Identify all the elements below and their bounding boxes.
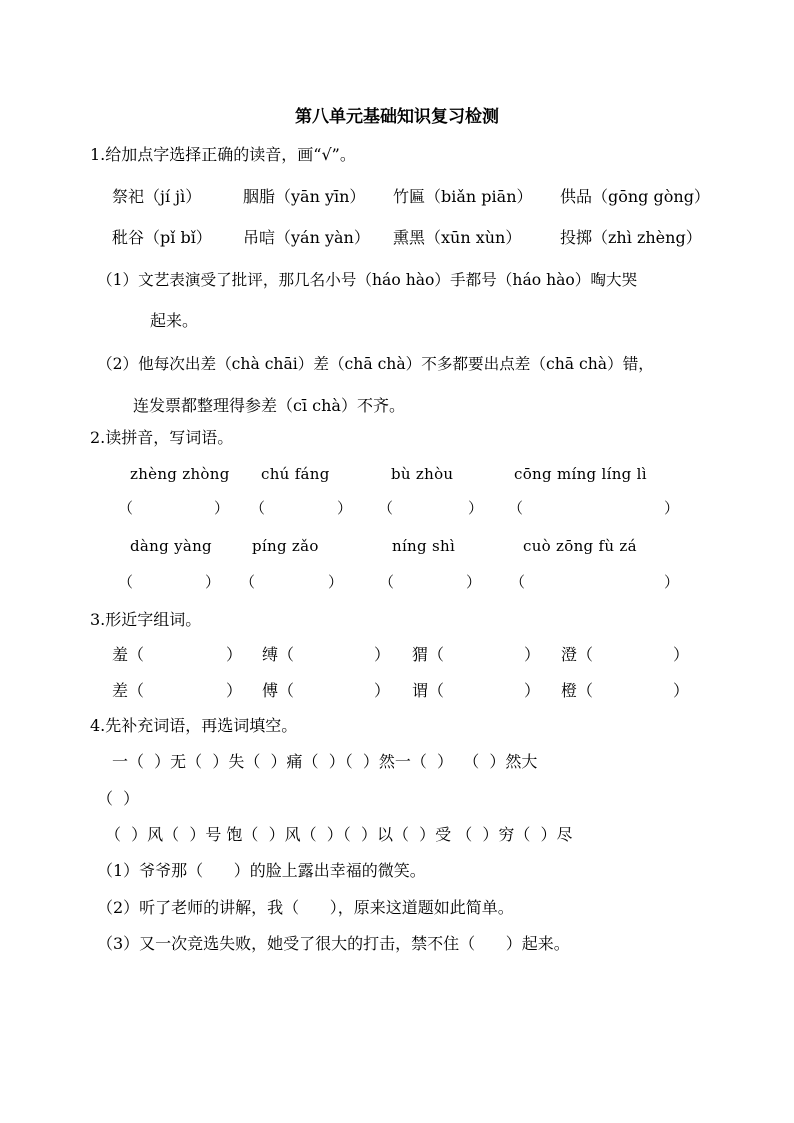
q2-blank-6-close: ）: [328, 573, 344, 591]
q4-heading: 4.先补充词语，再选词填空。: [90, 716, 298, 735]
q2-pinyin-8: cuò zōng fù zá: [523, 537, 637, 555]
q2-blank-6-open: （: [240, 573, 256, 591]
q1-sentence1-line2: 起来。: [150, 311, 199, 330]
q1-row2-item1: 秕谷（pǐ bǐ）: [112, 228, 212, 247]
q2-pinyin-5: dàng yàng: [130, 537, 212, 555]
q1-row1-item3: 竹匾（biǎn piān）: [393, 187, 533, 206]
q2-blank-3-open: （: [378, 499, 394, 517]
q4-idiom-line3: （ ）风（ ）号 饱（ ）风（ ）（ ）以（ ）受 （ ）穷（ ）尽: [105, 825, 573, 844]
q2-blank-1-close: ）: [214, 499, 230, 517]
q1-row1-item4: 供品（gōng gòng）: [560, 187, 710, 206]
q4-idiom-line1: 一（ ）无（ ）失（ ）痛（ ）（ ）然一（ ） （ ）然大: [112, 752, 538, 771]
q4-idiom-line2: （ ）: [97, 789, 140, 808]
q2-blank-5-open: （: [118, 573, 134, 591]
q2-pinyin-6: píng zǎo: [252, 537, 319, 555]
q3-row1-close3: ）: [524, 645, 541, 664]
q2-heading: 2.读拼音，写词语。: [90, 428, 234, 447]
q2-blank-3-close: ）: [468, 499, 484, 517]
q2-blank-2-open: （: [250, 499, 266, 517]
q2-blank-4-open: （: [508, 499, 524, 517]
q3-row1-close1: ）: [226, 645, 243, 664]
q2-pinyin-4: cōng míng líng lì: [514, 465, 647, 483]
q2-blank-2-close: ）: [337, 499, 353, 517]
q1-sentence2-line2: 连发票都整理得参差（cī chà）不齐。: [133, 396, 405, 415]
q3-row2-close2: ）: [374, 681, 391, 700]
q2-blank-7-close: ）: [466, 573, 482, 591]
q2-blank-5-close: ）: [205, 573, 221, 591]
q2-blank-8-close: ）: [664, 573, 680, 591]
q3-row2-close1: ）: [226, 681, 243, 700]
page-title: 第八单元基础知识复习检测: [295, 107, 499, 127]
q4-sentence2: （2）听了老师的讲解，我（ ），原来这道题如此简单。: [97, 898, 514, 917]
q4-sentence3: （3）又一次竞选失败，她受了很大的打击，禁不住（ ）起来。: [97, 934, 570, 953]
q2-blank-4-close: ）: [664, 499, 680, 517]
q3-row2-char3: 谓（: [412, 681, 445, 700]
q3-row2-char4: 橙（: [561, 681, 594, 700]
q1-row1-item1: 祭祀（jí jì）: [112, 187, 202, 206]
q3-row1-char3: 猬（: [412, 645, 445, 664]
q3-row1-close2: ）: [374, 645, 391, 664]
q1-sentence2-line1: （2）他每次出差（chà chāi）差（chā chà）不多都要出点差（chā chà）错，: [97, 355, 654, 373]
q3-row2-char1: 差（: [112, 681, 145, 700]
q3-row2-close4: ）: [673, 681, 690, 700]
q1-row2-item3: 熏黑（xūn xùn）: [393, 228, 522, 247]
q3-row2-close3: ）: [524, 681, 541, 700]
q2-blank-7-open: （: [379, 573, 395, 591]
q2-pinyin-1: zhèng zhòng: [130, 465, 230, 483]
q1-row2-item4: 投掷（zhì zhèng）: [560, 228, 702, 247]
q1-row2-item2: 吊唁（yán yàn）: [243, 228, 370, 247]
q2-pinyin-7: níng shì: [392, 537, 456, 555]
q1-row1-item2: 胭脂（yān yīn）: [243, 187, 366, 206]
q1-heading: 1.给加点字选择正确的读音，画“√”。: [90, 145, 356, 164]
q3-row1-close4: ）: [673, 645, 690, 664]
q2-blank-8-open: （: [510, 573, 526, 591]
q4-sentence1: （1）爷爷那（ ）的脸上露出幸福的微笑。: [97, 861, 426, 880]
q3-row2-char2: 傅（: [262, 681, 295, 700]
q3-row1-char2: 缚（: [262, 645, 295, 664]
q2-blank-1-open: （: [118, 499, 134, 517]
q2-pinyin-3: bù zhòu: [391, 465, 454, 483]
q3-row1-char4: 澄（: [561, 645, 594, 664]
q1-sentence1-line1: （1）文艺表演受了批评，那几名小号（háo hào）手都号（háo hào）啕大哭: [97, 271, 638, 289]
q3-row1-char1: 羞（: [112, 645, 145, 664]
q2-pinyin-2: chú fáng: [261, 465, 330, 483]
q3-heading: 3.形近字组词。: [90, 610, 202, 629]
